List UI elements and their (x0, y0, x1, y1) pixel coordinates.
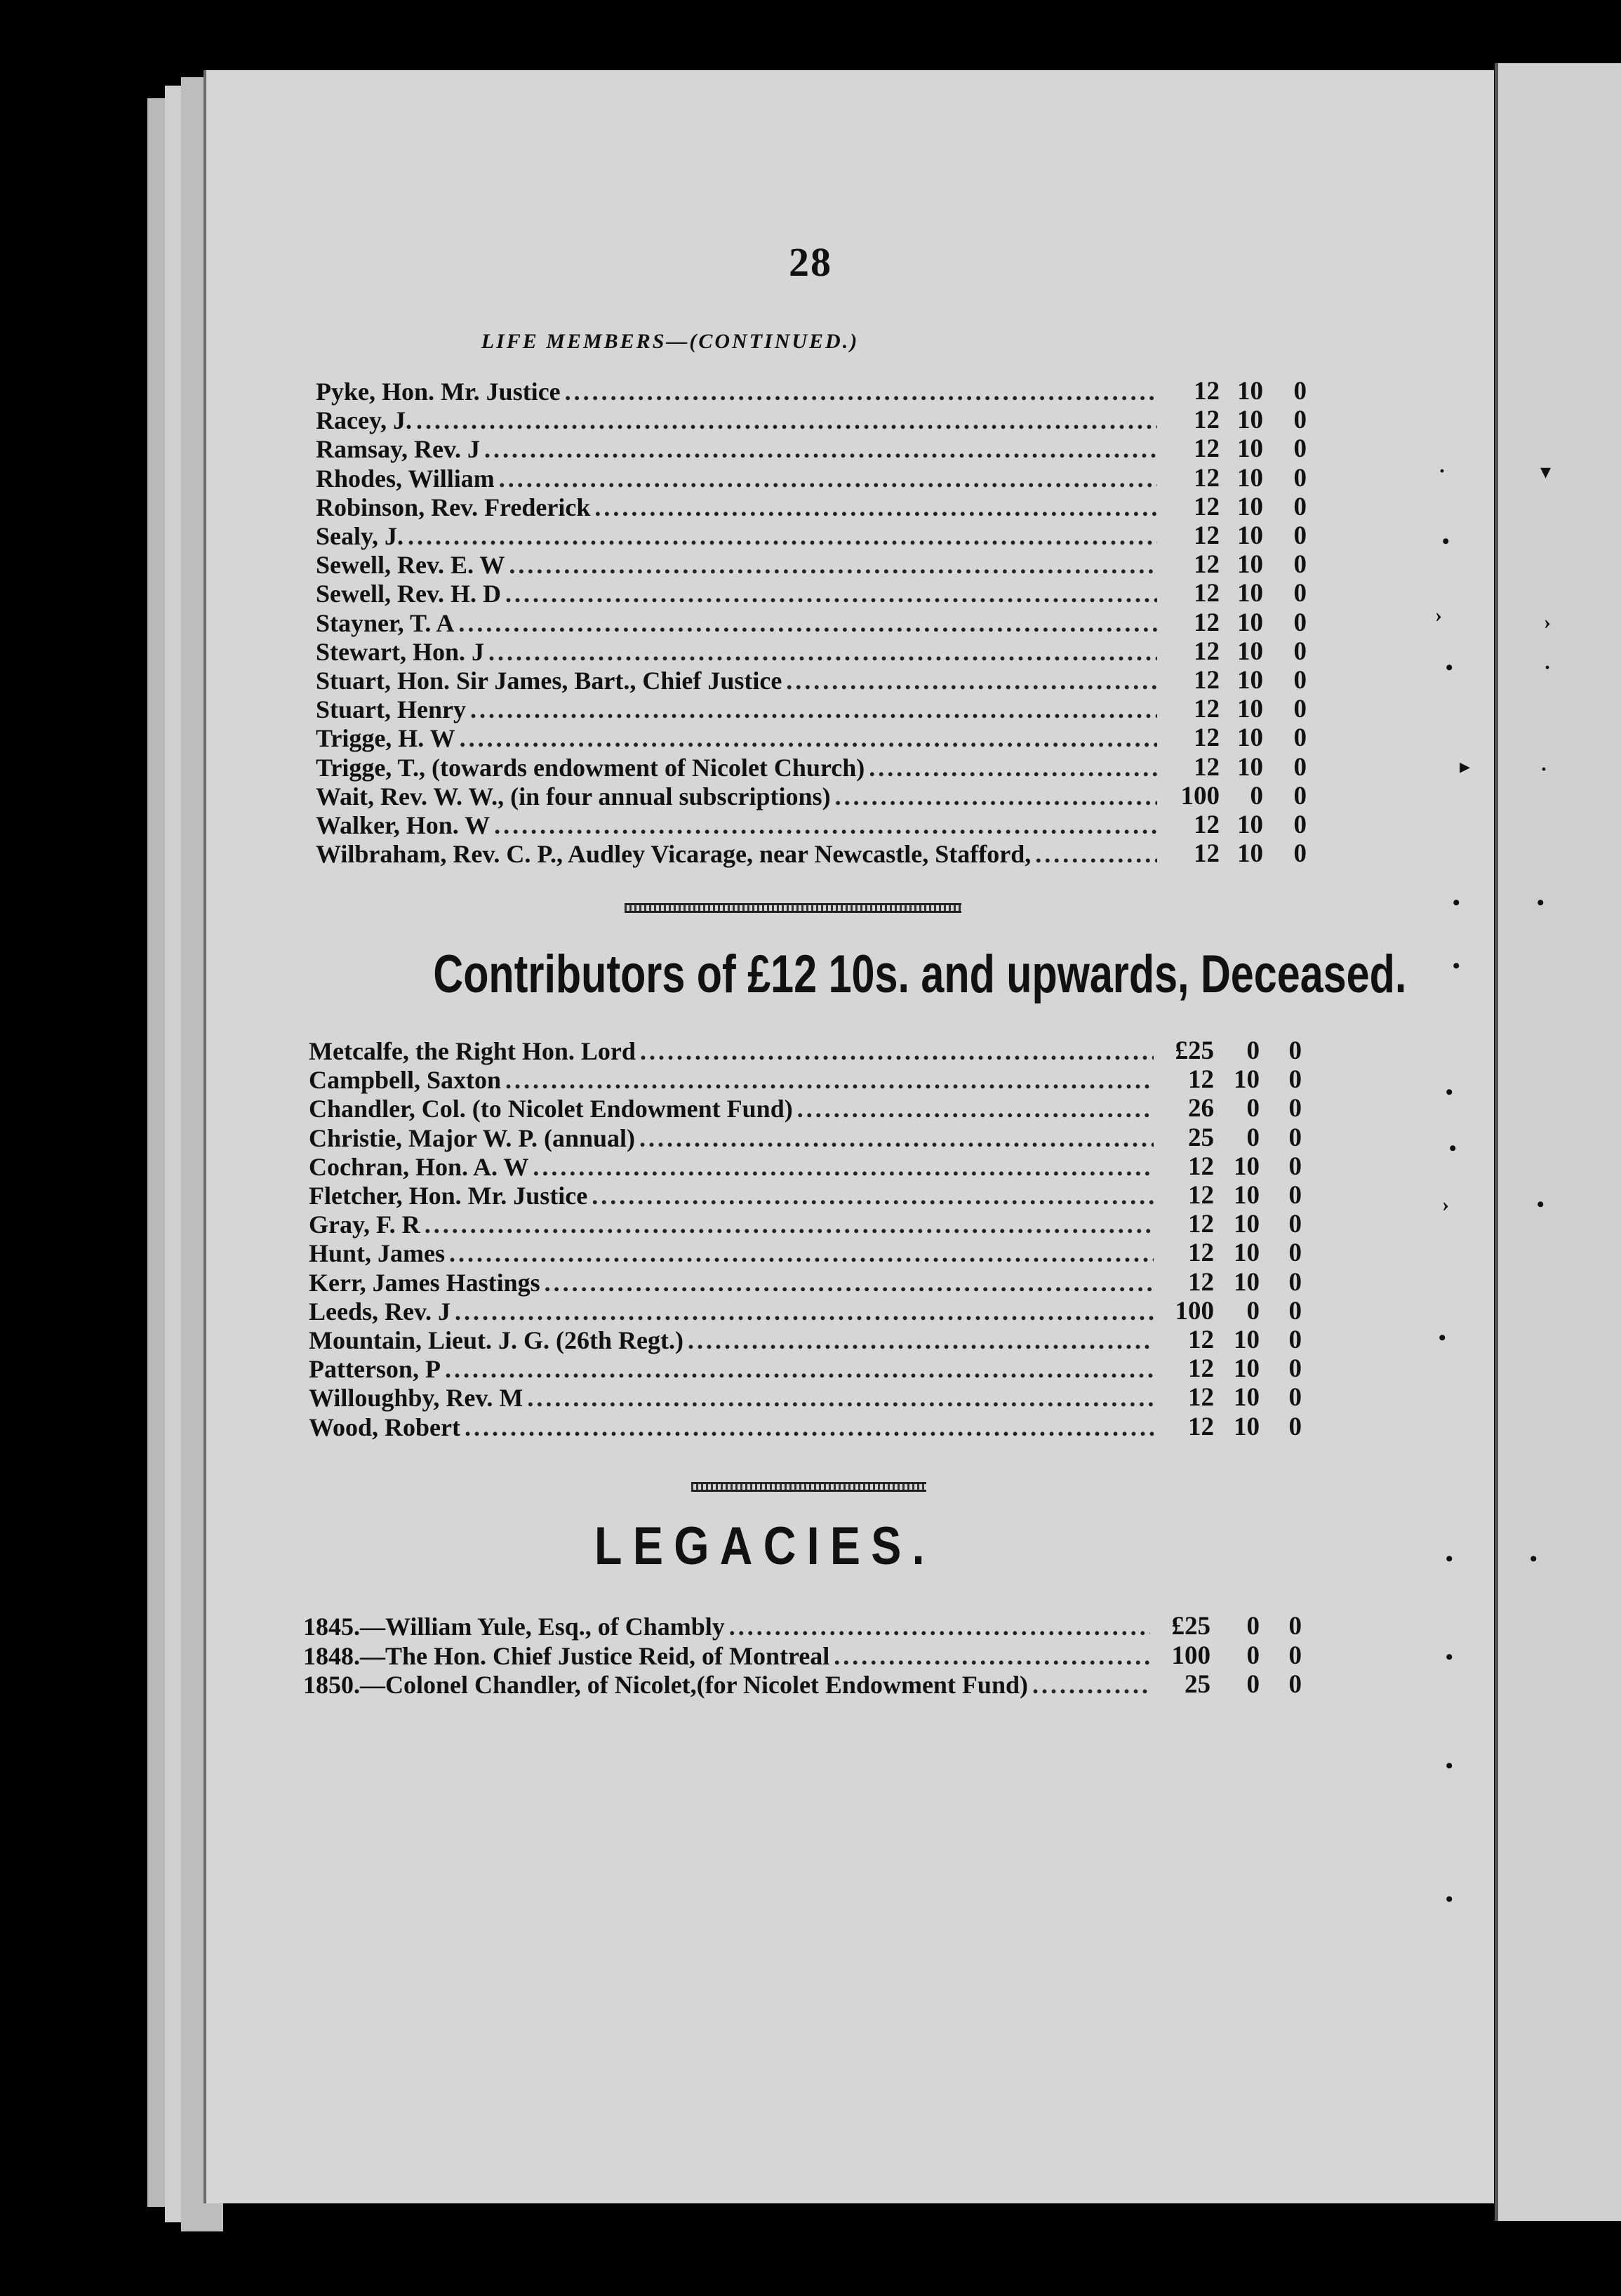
amount-shillings: 10 (1237, 550, 1263, 580)
amount-pence: 0 (1293, 434, 1307, 464)
dot-leader (565, 378, 1157, 406)
amount-shillings: 10 (1234, 1354, 1260, 1384)
amount-pence: 0 (1288, 1354, 1302, 1384)
list-row (316, 465, 1161, 493)
dot-leader (499, 465, 1157, 493)
list-row (316, 406, 1161, 434)
amount-shillings: 10 (1237, 810, 1263, 839)
entry-name: Trigge, H. W (316, 724, 455, 753)
entry-name: Mountain, Lieut. J. G. (26th Regt.) (309, 1326, 683, 1354)
amount-shillings: 0 (1246, 1123, 1260, 1152)
amount-pence: 0 (1288, 1210, 1302, 1239)
dot-leader (835, 782, 1157, 810)
amount-shillings: 0 (1246, 1296, 1260, 1326)
list-row (309, 1124, 1158, 1152)
deceased-section-title: Contributors of £12 10s. and upwards, Deceased. (433, 945, 1407, 1004)
list-row (316, 754, 1161, 782)
entry-name: Kerr, James Hastings (309, 1268, 540, 1297)
amount-shillings: 10 (1237, 723, 1263, 753)
amount-shillings: 10 (1234, 1210, 1260, 1239)
entry-name: Sewell, Rev. E. W (316, 551, 505, 580)
entry-name: Leeds, Rev. J (309, 1297, 451, 1326)
dot-leader (729, 1613, 1150, 1641)
entry-name: Campbell, Saxton (309, 1066, 502, 1095)
list-row (309, 1355, 1158, 1383)
list-row (303, 1642, 1154, 1670)
dot-leader (592, 1182, 1154, 1210)
list-row (316, 811, 1161, 839)
amount-pounds: 12 (1188, 1383, 1214, 1413)
entry-name: Wood, Robert (309, 1413, 460, 1441)
list-row (316, 435, 1161, 463)
entry-name: Pyke, Hon. Mr. Justice (316, 378, 561, 406)
amount-pounds: 12 (1188, 1412, 1214, 1441)
amount-pence: 0 (1293, 781, 1307, 810)
entry-name: Stuart, Hon. Sir James, Bart., Chief Justice (316, 667, 782, 695)
dot-leader (797, 1095, 1154, 1123)
amount-pounds: 25 (1188, 1123, 1214, 1152)
dot-leader (834, 1642, 1150, 1670)
entry-name: Fletcher, Hon. Mr. Justice (309, 1182, 588, 1210)
amount-pounds: 26 (1188, 1094, 1214, 1123)
amount-pounds: 12 (1194, 839, 1220, 869)
dot-leader (509, 551, 1157, 579)
list-row (309, 1269, 1158, 1297)
amount-pounds: 12 (1194, 723, 1220, 753)
amount-pounds: £25 (1171, 1612, 1210, 1641)
entry-name: Trigge, T., (towards endowment of Nicolet Church) (316, 753, 865, 782)
amount-shillings: 10 (1237, 666, 1263, 695)
amount-pence: 0 (1293, 810, 1307, 839)
dot-leader (545, 1269, 1154, 1297)
list-row (309, 1210, 1158, 1239)
amount-pounds: 12 (1194, 434, 1220, 464)
amount-pounds: 12 (1188, 1152, 1214, 1181)
amount-pounds: 12 (1194, 666, 1220, 695)
list-row (316, 667, 1161, 695)
facing-page-edge (1495, 63, 1621, 2221)
amount-shillings: 0 (1246, 1612, 1260, 1641)
amount-shillings: 10 (1237, 752, 1263, 782)
list-row (309, 1326, 1158, 1354)
amount-pounds: 12 (1194, 463, 1220, 493)
amount-shillings: 10 (1237, 406, 1263, 435)
entry-name: Chandler, Col. (to Nicolet Endowment Fund) (309, 1095, 793, 1123)
list-row (309, 1037, 1158, 1065)
entry-name: Sealy, J. (316, 522, 404, 550)
dot-leader (458, 609, 1157, 637)
amount-pounds: 12 (1188, 1267, 1214, 1297)
entry-name: Ramsay, Rev. J (316, 435, 480, 464)
amount-pence: 0 (1293, 666, 1307, 695)
amount-pounds: £25 (1175, 1036, 1214, 1065)
amount-pounds: 12 (1194, 521, 1220, 550)
dot-leader (455, 1297, 1154, 1326)
amount-pence: 0 (1288, 1670, 1302, 1699)
amount-shillings: 10 (1237, 492, 1263, 521)
section-divider (691, 1482, 926, 1492)
amount-pounds: 12 (1188, 1354, 1214, 1384)
amount-shillings: 10 (1237, 608, 1263, 637)
amount-pence: 0 (1288, 1383, 1302, 1413)
amount-shillings: 10 (1237, 434, 1263, 464)
entry-name: Patterson, P (309, 1355, 441, 1384)
amount-shillings: 10 (1234, 1152, 1260, 1181)
amount-shillings: 0 (1246, 1094, 1260, 1123)
entry-name: Stayner, T. A (316, 608, 455, 637)
dot-leader (594, 493, 1157, 521)
legacies-section-title: LEGACIES. (594, 1516, 935, 1576)
amount-shillings: 0 (1246, 1670, 1260, 1699)
list-row (309, 1297, 1158, 1326)
list-row (303, 1613, 1154, 1641)
dot-leader (640, 1037, 1154, 1065)
amount-pence: 0 (1293, 723, 1307, 753)
entry-name: Stewart, Hon. J (316, 637, 484, 666)
amount-pence: 0 (1288, 1326, 1302, 1354)
amount-pounds: 12 (1188, 1065, 1214, 1095)
entry-name: 1848.—The Hon. Chief Justice Reid, of Montreal (303, 1641, 830, 1670)
entry-name: Gray, F. R (309, 1210, 420, 1239)
amount-pence: 0 (1293, 463, 1307, 493)
amount-pence: 0 (1293, 550, 1307, 580)
dot-leader (449, 1239, 1154, 1267)
dot-leader (488, 638, 1157, 666)
amount-pounds: 12 (1194, 636, 1220, 666)
amount-pence: 0 (1288, 1123, 1302, 1152)
amount-pence: 0 (1293, 695, 1307, 724)
page-number: 28 (789, 239, 832, 285)
dot-leader (786, 667, 1157, 695)
dot-leader (639, 1124, 1154, 1152)
entry-name: 1845.—William Yule, Esq., of Chambly (303, 1613, 725, 1641)
list-row (316, 522, 1161, 550)
list-row (316, 695, 1161, 723)
dot-leader (425, 1210, 1154, 1239)
amount-pounds: 100 (1175, 1296, 1214, 1326)
amount-pence: 0 (1288, 1296, 1302, 1326)
amount-pence: 0 (1288, 1412, 1302, 1441)
amount-pence: 0 (1293, 377, 1307, 406)
amount-shillings: 10 (1237, 521, 1263, 550)
entry-name: Sewell, Rev. H. D (316, 580, 501, 608)
amount-pence: 0 (1293, 839, 1307, 869)
amount-pounds: 12 (1194, 810, 1220, 839)
entry-name: Wilbraham, Rev. C. P., Audley Vicarage, near Newcastle, Stafford, (316, 840, 1032, 869)
entry-name: Metcalfe, the Right Hon. Lord (309, 1037, 636, 1065)
amount-pounds: 12 (1194, 695, 1220, 724)
entry-name: 1850.—Colonel Chandler, of Nicolet,(for Nicolet Endowment Fund) (303, 1671, 1028, 1699)
list-row (309, 1239, 1158, 1267)
amount-shillings: 10 (1234, 1326, 1260, 1354)
amount-pence: 0 (1288, 1065, 1302, 1095)
amount-shillings: 10 (1234, 1267, 1260, 1297)
dot-leader (688, 1326, 1154, 1354)
amount-pence: 0 (1288, 1036, 1302, 1065)
list-row (316, 580, 1161, 608)
entry-name: Wait, Rev. W. W., (in four annual subscriptions) (316, 782, 831, 810)
amount-pounds: 12 (1188, 1181, 1214, 1210)
amount-pounds: 100 (1171, 1641, 1210, 1670)
amount-pounds: 12 (1194, 377, 1220, 406)
amount-pence: 0 (1293, 579, 1307, 608)
dot-leader (470, 695, 1157, 723)
amount-shillings: 0 (1246, 1036, 1260, 1065)
amount-pence: 0 (1293, 636, 1307, 666)
dot-leader (505, 580, 1157, 608)
amount-pounds: 12 (1194, 492, 1220, 521)
entry-name: Stuart, Henry (316, 695, 466, 724)
list-row (316, 551, 1161, 579)
amount-pence: 0 (1288, 1152, 1302, 1181)
dot-leader (484, 435, 1157, 463)
amount-pence: 0 (1288, 1181, 1302, 1210)
amount-pence: 0 (1288, 1094, 1302, 1123)
amount-shillings: 10 (1234, 1065, 1260, 1095)
amount-pounds: 25 (1185, 1670, 1210, 1699)
amount-pounds: 12 (1194, 608, 1220, 637)
amount-pence: 0 (1288, 1612, 1302, 1641)
amount-shillings: 10 (1237, 695, 1263, 724)
dot-leader (460, 724, 1157, 752)
dot-leader (408, 522, 1157, 550)
dot-leader (505, 1066, 1154, 1094)
amount-shillings: 10 (1234, 1383, 1260, 1413)
dot-leader (416, 406, 1157, 434)
amount-pounds: 12 (1194, 550, 1220, 580)
amount-pence: 0 (1293, 406, 1307, 435)
list-row (309, 1066, 1158, 1094)
list-row (309, 1095, 1158, 1123)
entry-name: Rhodes, William (316, 464, 495, 493)
amount-shillings: 10 (1234, 1239, 1260, 1268)
amount-shillings: 10 (1237, 463, 1263, 493)
entry-name: Christie, Major W. P. (annual) (309, 1123, 636, 1152)
amount-pounds: 12 (1188, 1210, 1214, 1239)
amount-shillings: 0 (1246, 1641, 1260, 1670)
list-row (309, 1153, 1158, 1181)
list-row (316, 724, 1161, 752)
amount-pence: 0 (1293, 608, 1307, 637)
amount-pence: 0 (1288, 1239, 1302, 1268)
entry-name: Walker, Hon. W (316, 811, 491, 839)
dot-leader (527, 1384, 1154, 1412)
entry-name: Hunt, James (309, 1239, 446, 1268)
list-row (316, 609, 1161, 637)
entry-name: Racey, J. (316, 406, 412, 435)
list-row (303, 1671, 1154, 1699)
list-row (316, 782, 1161, 810)
amount-pence: 0 (1293, 492, 1307, 521)
entry-name: Willoughby, Rev. M (309, 1384, 523, 1413)
dot-leader (445, 1355, 1154, 1383)
amount-pounds: 100 (1180, 781, 1220, 810)
section-divider (625, 903, 961, 913)
dot-leader (533, 1153, 1154, 1181)
list-row (316, 638, 1161, 666)
life-members-heading: LIFE MEMBERS—(CONTINUED.) (481, 330, 860, 353)
amount-shillings: 10 (1234, 1412, 1260, 1441)
entry-name: Cochran, Hon. A. W (309, 1152, 529, 1181)
amount-shillings: 10 (1237, 839, 1263, 869)
list-row (316, 378, 1161, 406)
amount-pounds: 12 (1194, 406, 1220, 435)
amount-pounds: 12 (1194, 579, 1220, 608)
amount-pounds: 12 (1188, 1239, 1214, 1268)
dot-leader (1035, 840, 1157, 868)
dot-leader (494, 811, 1157, 839)
dot-leader (465, 1413, 1154, 1441)
list-row (309, 1384, 1158, 1412)
amount-shillings: 10 (1237, 377, 1263, 406)
amount-shillings: 10 (1237, 579, 1263, 608)
amount-pounds: 12 (1188, 1326, 1214, 1354)
list-row (309, 1413, 1158, 1441)
amount-pounds: 12 (1194, 752, 1220, 782)
amount-shillings: 0 (1250, 781, 1263, 810)
amount-shillings: 10 (1237, 636, 1263, 666)
list-row (316, 840, 1161, 868)
amount-pence: 0 (1293, 752, 1307, 782)
dot-leader (869, 754, 1157, 782)
list-row (316, 493, 1161, 521)
dot-leader (1032, 1671, 1150, 1699)
amount-pence: 0 (1288, 1641, 1302, 1670)
list-row (309, 1182, 1158, 1210)
entry-name: Robinson, Rev. Frederick (316, 493, 591, 521)
amount-shillings: 10 (1234, 1181, 1260, 1210)
amount-pence: 0 (1293, 521, 1307, 550)
amount-pence: 0 (1288, 1267, 1302, 1297)
